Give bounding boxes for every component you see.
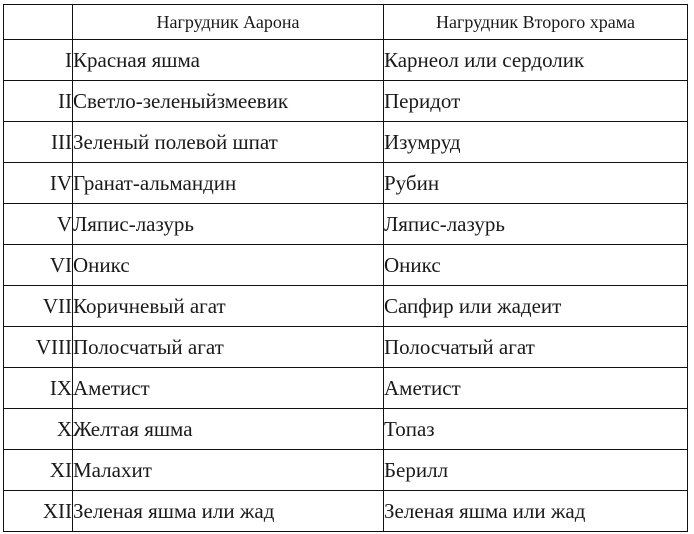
row-number: V <box>4 204 73 245</box>
row-number: VII <box>4 286 73 327</box>
row-number: XI <box>4 450 73 491</box>
temple-stone: Перидот <box>384 81 688 122</box>
aaron-stone: Желтая яшма <box>73 409 384 450</box>
aaron-stone: Гранат-альмандин <box>73 163 384 204</box>
aaron-stone: Зеленая яшма или жад <box>73 491 384 532</box>
table-row <box>4 163 688 204</box>
table-row <box>4 40 688 81</box>
breastplate-comparison-table <box>3 4 688 532</box>
aaron-stone: Малахит <box>73 450 384 491</box>
aaron-stone: Коричневый агат <box>73 286 384 327</box>
table-row <box>4 245 688 286</box>
aaron-stone: Оникс <box>73 245 384 286</box>
row-number: VI <box>4 245 73 286</box>
aaron-stone: Красная яшма <box>73 40 384 81</box>
table-row <box>4 409 688 450</box>
aaron-stone: Ляпис-лазурь <box>73 204 384 245</box>
aaron-stone: Светло-зеленыйзмеевик <box>73 81 384 122</box>
temple-stone: Берилл <box>384 450 688 491</box>
temple-stone: Рубин <box>384 163 688 204</box>
temple-stone: Сапфир или жадеит <box>384 286 688 327</box>
table-row <box>4 450 688 491</box>
table-row <box>4 368 688 409</box>
temple-stone: Оникс <box>384 245 688 286</box>
table-row <box>4 327 688 368</box>
row-number: I <box>4 40 73 81</box>
row-number: X <box>4 409 73 450</box>
temple-stone: Аметист <box>384 368 688 409</box>
header-aaron-breastplate: Нагрудник Аарона <box>73 5 384 40</box>
temple-stone: Карнеол или сердолик <box>384 40 688 81</box>
table-row <box>4 122 688 163</box>
table-row <box>4 491 688 532</box>
temple-stone: Полосчатый агат <box>384 327 688 368</box>
header-row <box>4 5 688 40</box>
aaron-stone: Зеленый полевой шпат <box>73 122 384 163</box>
table-row <box>4 204 688 245</box>
row-number: III <box>4 122 73 163</box>
table-row <box>4 286 688 327</box>
table-row <box>4 81 688 122</box>
temple-stone: Зеленая яшма или жад <box>384 491 688 532</box>
row-number: IX <box>4 368 73 409</box>
row-number: XII <box>4 491 73 532</box>
temple-stone: Топаз <box>384 409 688 450</box>
row-number: VIII <box>4 327 73 368</box>
aaron-stone: Полосчатый агат <box>73 327 384 368</box>
row-number: II <box>4 81 73 122</box>
header-number <box>4 5 73 40</box>
row-number: IV <box>4 163 73 204</box>
aaron-stone: Аметист <box>73 368 384 409</box>
header-second-temple-breastplate: Нагрудник Второго храма <box>384 5 688 40</box>
temple-stone: Ляпис-лазурь <box>384 204 688 245</box>
temple-stone: Изумруд <box>384 122 688 163</box>
